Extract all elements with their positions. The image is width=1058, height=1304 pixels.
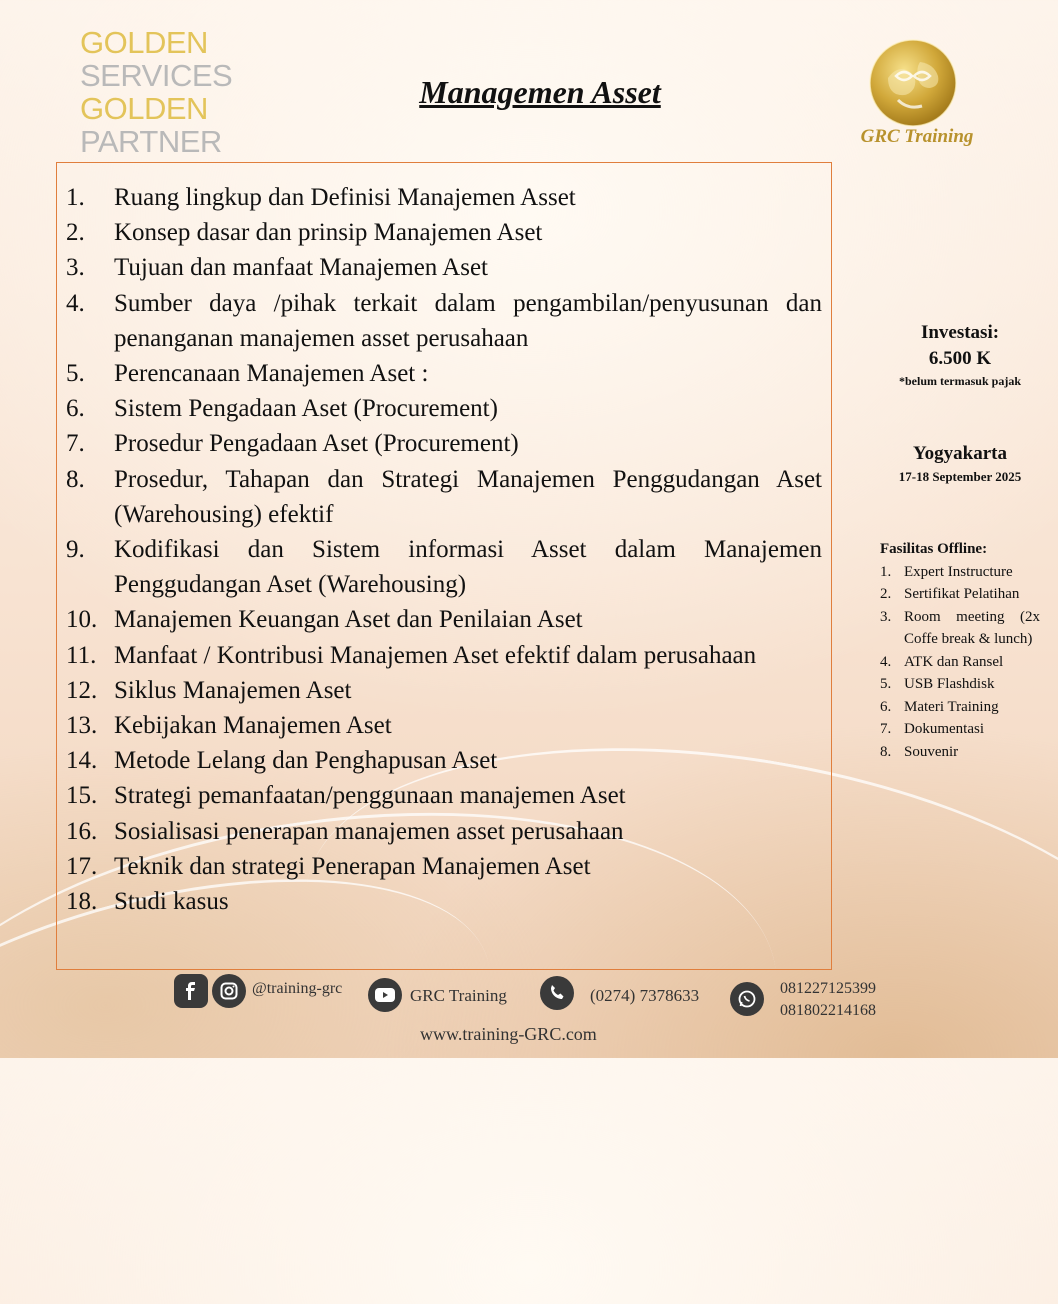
- whatsapp-number-2[interactable]: 081802214168: [780, 1002, 876, 1019]
- list-item: 11. Manfaat / Kontribusi Manajemen Aset efektif dalam perusahaan: [66, 641, 757, 669]
- list-item: 5. USB Flashdisk: [880, 676, 995, 692]
- brand-line-partner: PARTNER: [80, 124, 222, 159]
- brand-line-golden-2: GOLDEN: [80, 91, 208, 126]
- website-link[interactable]: www.training-GRC.com: [420, 1024, 597, 1044]
- youtube-icon[interactable]: [368, 978, 402, 1012]
- list-item: 3. Room meeting (2x Coffe break & lunch): [880, 608, 1040, 647]
- investment-block: [870, 320, 1050, 390]
- investment-label: Investasi:: [920, 322, 1000, 343]
- list-item: 5. Perencanaan Manajemen Aset :: [66, 360, 429, 388]
- event-dates: 17-18 September 2025: [898, 469, 1022, 484]
- phone-icon[interactable]: [540, 976, 574, 1010]
- brand-line-golden: GOLDEN: [80, 25, 208, 60]
- whatsapp-number-1[interactable]: 081227125399: [780, 980, 876, 997]
- list-item: 1. Ruang lingkup dan Definisi Manajemen Asset: [66, 184, 576, 211]
- instagram-icon[interactable]: [212, 974, 246, 1008]
- list-item: 7. Dokumentasi: [880, 721, 984, 737]
- social-handle[interactable]: @training-grc: [252, 980, 343, 997]
- list-item: 13. Kebijakan Manajemen Aset: [66, 712, 392, 740]
- facilities-list: [880, 561, 1040, 764]
- list-item: 9. Kodifikasi dan Sistem informasi Asset dalam Manajemen Penggudangan Aset (Warehousing): [66, 536, 822, 599]
- whatsapp-icon[interactable]: [730, 982, 764, 1016]
- list-item: 14. Metode Lelang dan Penghapusan Aset: [66, 747, 498, 775]
- list-item: 17. Teknik dan strategi Penerapan Manajemen Aset: [66, 852, 591, 880]
- brand-line-services: SERVICES: [80, 58, 233, 93]
- list-item: 8. Prosedur, Tahapan dan Strategi Manajemen Penggudangan Aset (Warehousing) efektif: [66, 465, 822, 528]
- list-item: 2. Konsep dasar dan prinsip Manajemen Aset: [66, 219, 543, 247]
- list-item: 16. Sosialisasi penerapan manajemen asset perusahaan: [66, 817, 624, 845]
- facebook-icon[interactable]: [174, 974, 208, 1008]
- logo-caption: GRC Training: [860, 126, 974, 147]
- event-block: [860, 442, 1058, 488]
- list-item: 18. Studi kasus: [66, 888, 229, 916]
- list-item: 2. Sertifikat Pelatihan: [880, 586, 1020, 602]
- list-item: 3. Tujuan dan manfaat Manajemen Aset: [66, 254, 488, 282]
- grc-globe-logo-icon: [868, 38, 958, 128]
- list-item: 4. Sumber daya /pihak terkait dalam pengambilan/penyusunan dan penanganan manajemen asset perusahaan: [66, 289, 822, 352]
- page-title: Managemen Asset: [419, 74, 661, 110]
- list-item: 12. Siklus Manajemen Aset: [66, 676, 352, 704]
- event-city: Yogyakarta: [913, 443, 1007, 464]
- list-item: 10. Manajemen Keuangan Aset dan Penilaian Aset: [66, 606, 583, 634]
- youtube-channel[interactable]: GRC Training: [410, 986, 507, 1005]
- topics-list: [66, 180, 822, 919]
- facilities-block: [880, 538, 1040, 763]
- investment-note: *belum termasuk pajak: [898, 374, 1021, 388]
- list-item: 8. Souvenir: [880, 743, 959, 760]
- list-item: 7. Prosedur Pengadaan Aset (Procurement): [66, 430, 519, 458]
- list-item: 15. Strategi pemanfaatan/penggunaan manajemen Aset: [66, 782, 626, 810]
- investment-price: 6.500 K: [928, 348, 992, 369]
- list-item: 4. ATK dan Ransel: [880, 653, 1004, 670]
- list-item: 1. Expert Instructure: [880, 563, 1013, 580]
- phone-number[interactable]: (0274) 7378633: [590, 986, 700, 1005]
- facilities-title: Fasilitas Offline:: [880, 541, 988, 557]
- list-item: 6. Materi Training: [880, 698, 999, 715]
- list-item: 6. Sistem Pengadaan Aset (Procurement): [66, 395, 498, 423]
